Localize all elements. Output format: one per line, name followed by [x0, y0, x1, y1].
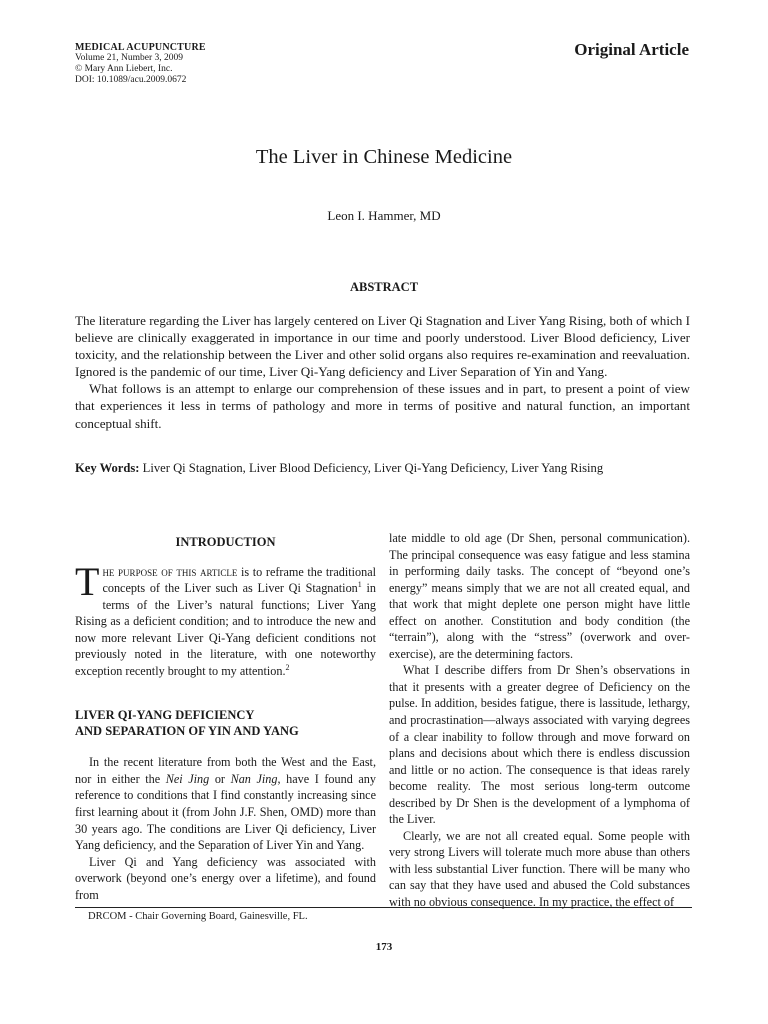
left-column: [75, 530, 376, 903]
intro-text: is to reframe the traditional concepts of the Liver such as Liver Qi Stagnation: [102, 564, 376, 596]
body-paragraph: What I describe differs from Dr Shen’s observations in that it presents with a greater degree of Deficiency on the pulse. In addition, besides fatigue, there is lassitude, lethargy, and procrastination—always associated with varying degrees of a clear inability to follow through and move forward on plans and decisions about which there is endless discussion and little or no action. The consequence is that ideas rarely become reality. The most serious long-term outcome described by Dr Shen is the development of a lymphoma of the Liver.: [389, 663, 690, 827]
journal-volume: Volume 21, Number 3, 2009: [75, 53, 184, 63]
body-paragraph: late middle to old age (Dr Shen, personal communication). The principal consequence was easy fatigue and less stamina in performing daily tasks. The concept of “beyond one’s energy” means simply that we are not all created equal, and that work that might deplete one person might have little effect on another. Constitution and body condition (the “terrain”), along with the “stress” (overwork and over-exercise), are the determining factors.: [389, 531, 690, 661]
article-author: Leon I. Hammer, MD: [327, 208, 441, 223]
book-title-nan-jing: Nan Jing: [230, 771, 278, 786]
body-text: In the recent literature from both the West and the East, nor in either the: [75, 755, 376, 786]
intro-paragraph: [75, 558, 377, 680]
keywords-label: Key Words:: [75, 461, 140, 475]
body-text: , have I found any reference to conditions that I find constantly increasing since first learning about it (from John J.F. Shen, OMD) more than 30 years ago. The conditions are Liver Qi deficiency, Liver Yang deficiency, and the Separation of Liver Yin and Yang.: [75, 771, 376, 853]
intro-text: in terms of the Liver’s natural functions; Liver Yang Rising as a deficient condition; and to introduce the new and now more relevant Liver Qi-Yang deficient conditions not previously noted in the literature, with one noteworthy exception recently brought to my attention.: [75, 581, 377, 678]
journal-copyright: © Mary Ann Liebert, Inc.: [75, 64, 173, 74]
section-heading-liver-qi-yang: [75, 707, 376, 739]
article-title: The Liver in Chinese Medicine: [255, 146, 513, 168]
abstract-heading: ABSTRACT: [349, 280, 419, 294]
body-paragraph: Liver Qi and Yang deficiency was associated with overwork (beyond one’s energy over a lifetime), and found from: [75, 854, 376, 902]
article-type-label: Original Article: [574, 40, 689, 59]
author-affiliation-footnote: DRCOM - Chair Governing Board, Gainesville, FL.: [88, 911, 308, 922]
citation-superscript: 2: [285, 662, 290, 672]
journal-doi: DOI: 10.1089/acu.2009.0672: [75, 75, 187, 85]
body-paragraph: Clearly, we are not all created equal. Some people with very strong Livers will tolerate much more abuse than others with less substantial Liver function. There will be many who can say that they have used and abused the Cold substances with no obvious consequence. In my practice, the effect of: [389, 828, 690, 910]
keywords: [75, 461, 690, 476]
journal-info: [75, 42, 206, 86]
book-title-nei-jing: Nei Jing: [165, 771, 210, 786]
body-text: or: [209, 771, 231, 786]
journal-name: MEDICAL ACUPUNCTURE: [75, 42, 206, 53]
section-heading-line: AND SEPARATION OF YIN AND YANG: [75, 724, 299, 739]
intro-lead-in: he purpose of this article: [102, 564, 238, 579]
abstract-paragraph: What follows is an attempt to enlarge our comprehension of these issues and in part, to present a point of view that experiences it less in terms of pathology and more in terms of positive and natural function, an important conceptual shift.: [75, 381, 690, 431]
footnote-divider: [75, 907, 692, 908]
keywords-text: Liver Qi Stagnation, Liver Blood Deficiency, Liver Qi-Yang Deficiency, Liver Yang Rising: [139, 461, 604, 475]
abstract-body: [75, 312, 690, 432]
section-heading-line: LIVER QI-YANG DEFICIENCY: [75, 708, 255, 723]
citation-superscript: 1: [357, 580, 362, 590]
right-column: [389, 530, 690, 911]
abstract-paragraph: The literature regarding the Liver has largely centered on Liver Qi Stagnation and Liver Yang Rising, both of which I believe are clinically exaggerated in importance in our time and poorly understood. Liver Blood deficiency, Liver toxicity, and the relationship between the Liver and other solid organs also requires re-examination and reevaluation. Ignored is the pandemic of our time, Liver Qi-Yang deficiency and Liver Separation of Yin and Yang.: [75, 313, 690, 380]
page-number: 173: [375, 941, 393, 953]
drop-cap: T: [75, 558, 100, 604]
section-heading-introduction: INTRODUCTION: [175, 535, 276, 549]
body-paragraph: [75, 754, 376, 853]
